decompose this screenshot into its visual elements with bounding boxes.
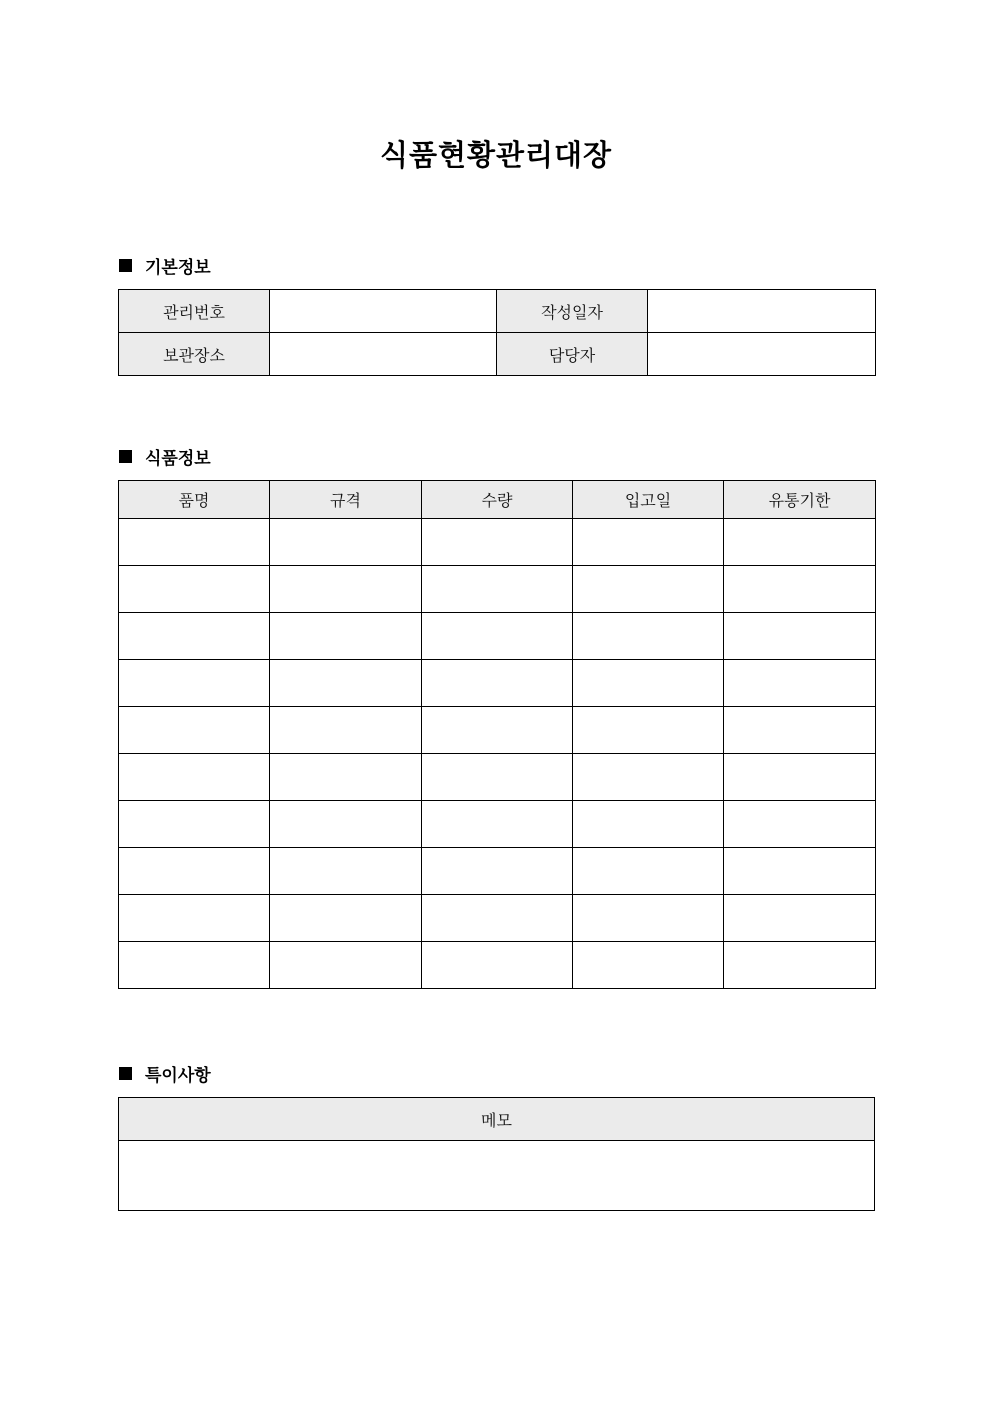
received-date-cell[interactable]: [573, 519, 724, 566]
management-number-label: 관리번호: [119, 290, 270, 333]
received-date-cell[interactable]: [573, 613, 724, 660]
item-name-cell[interactable]: [119, 754, 270, 801]
table-row: [119, 333, 876, 376]
expiry-date-cell[interactable]: [724, 519, 876, 566]
column-header-item-name: 품명: [119, 481, 270, 519]
square-bullet-icon: [119, 450, 132, 463]
table-row: [119, 613, 876, 660]
received-date-cell[interactable]: [573, 754, 724, 801]
quantity-cell[interactable]: [422, 566, 573, 613]
basic-info-heading-text: 기본정보: [145, 257, 211, 278]
basic-info-heading: [119, 253, 211, 277]
received-date-cell[interactable]: [573, 895, 724, 942]
quantity-cell[interactable]: [422, 660, 573, 707]
food-info-heading-text: 식품정보: [145, 448, 211, 469]
spec-cell[interactable]: [270, 848, 422, 895]
item-name-cell[interactable]: [119, 801, 270, 848]
square-bullet-icon: [119, 1067, 132, 1080]
table-row: [119, 754, 876, 801]
food-info-table: [118, 480, 876, 989]
quantity-cell[interactable]: [422, 895, 573, 942]
item-name-cell[interactable]: [119, 848, 270, 895]
item-name-cell[interactable]: [119, 660, 270, 707]
management-number-field[interactable]: [270, 290, 497, 333]
basic-info-table: [118, 289, 876, 376]
spec-cell[interactable]: [270, 707, 422, 754]
expiry-date-cell[interactable]: [724, 754, 876, 801]
column-header-spec: 규격: [270, 481, 422, 519]
column-header-quantity: 수량: [422, 481, 573, 519]
table-row: [119, 660, 876, 707]
received-date-cell[interactable]: [573, 660, 724, 707]
spec-cell[interactable]: [270, 754, 422, 801]
spec-cell[interactable]: [270, 566, 422, 613]
table-row: [119, 1141, 875, 1211]
memo-header: 메모: [119, 1098, 875, 1141]
spec-cell[interactable]: [270, 660, 422, 707]
table-header-row: [119, 1098, 875, 1141]
table-row: [119, 801, 876, 848]
quantity-cell[interactable]: [422, 801, 573, 848]
received-date-cell[interactable]: [573, 801, 724, 848]
table-row: [119, 290, 876, 333]
quantity-cell[interactable]: [422, 707, 573, 754]
item-name-cell[interactable]: [119, 942, 270, 989]
date-written-label: 작성일자: [497, 290, 648, 333]
expiry-date-cell[interactable]: [724, 566, 876, 613]
expiry-date-cell[interactable]: [724, 801, 876, 848]
received-date-cell[interactable]: [573, 848, 724, 895]
notes-table: [118, 1097, 875, 1211]
spec-cell[interactable]: [270, 942, 422, 989]
item-name-cell[interactable]: [119, 566, 270, 613]
item-name-cell[interactable]: [119, 895, 270, 942]
table-row: [119, 848, 876, 895]
table-header-row: [119, 481, 876, 519]
person-in-charge-field[interactable]: [648, 333, 876, 376]
item-name-cell[interactable]: [119, 519, 270, 566]
notes-heading: [119, 1061, 211, 1085]
expiry-date-cell[interactable]: [724, 942, 876, 989]
page-title: 식품현황관리대장: [379, 138, 613, 172]
received-date-cell[interactable]: [573, 566, 724, 613]
storage-location-field[interactable]: [270, 333, 497, 376]
expiry-date-cell[interactable]: [724, 848, 876, 895]
expiry-date-cell[interactable]: [724, 707, 876, 754]
item-name-cell[interactable]: [119, 613, 270, 660]
spec-cell[interactable]: [270, 801, 422, 848]
column-header-expiry-date: 유통기한: [724, 481, 876, 519]
table-row: [119, 566, 876, 613]
notes-heading-text: 특이사항: [145, 1065, 211, 1086]
memo-field[interactable]: [119, 1141, 875, 1211]
food-info-heading: [119, 444, 211, 468]
spec-cell[interactable]: [270, 895, 422, 942]
received-date-cell[interactable]: [573, 942, 724, 989]
table-row: [119, 519, 876, 566]
spec-cell[interactable]: [270, 519, 422, 566]
column-header-received-date: 입고일: [573, 481, 724, 519]
spec-cell[interactable]: [270, 613, 422, 660]
quantity-cell[interactable]: [422, 848, 573, 895]
table-row: [119, 942, 876, 989]
expiry-date-cell[interactable]: [724, 660, 876, 707]
table-row: [119, 895, 876, 942]
quantity-cell[interactable]: [422, 519, 573, 566]
storage-location-label: 보관장소: [119, 333, 270, 376]
date-written-field[interactable]: [648, 290, 876, 333]
received-date-cell[interactable]: [573, 707, 724, 754]
expiry-date-cell[interactable]: [724, 895, 876, 942]
quantity-cell[interactable]: [422, 613, 573, 660]
item-name-cell[interactable]: [119, 707, 270, 754]
expiry-date-cell[interactable]: [724, 613, 876, 660]
square-bullet-icon: [119, 259, 132, 272]
person-in-charge-label: 담당자: [497, 333, 648, 376]
quantity-cell[interactable]: [422, 754, 573, 801]
table-row: [119, 707, 876, 754]
quantity-cell[interactable]: [422, 942, 573, 989]
